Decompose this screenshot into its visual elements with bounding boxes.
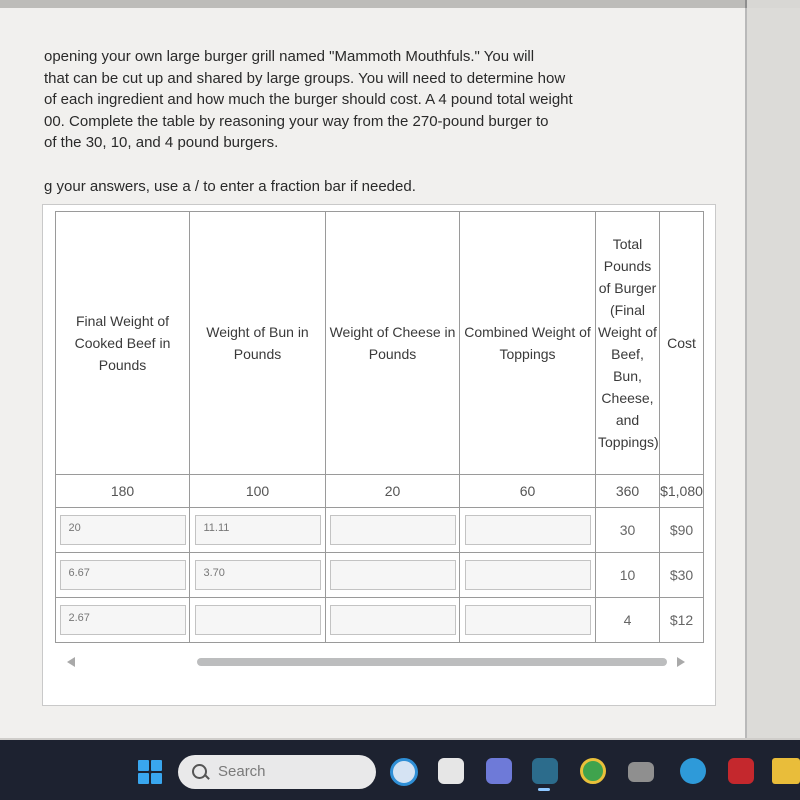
teams-chat-icon[interactable] bbox=[486, 758, 512, 784]
header-cheese: Weight of Cheese in Pounds bbox=[326, 212, 460, 475]
running-app-indicator bbox=[538, 788, 550, 791]
table-card bbox=[42, 204, 716, 706]
header-beef: Final Weight of Cooked Beef in Pounds bbox=[56, 212, 190, 475]
scroll-right-icon[interactable] bbox=[677, 657, 685, 667]
intro-line-1: opening your own large burger grill named "Mammoth Mouthfuls." You will bbox=[44, 48, 535, 65]
header-total: Total Pounds of Burger (Final Weight of Beef, Bun, Cheese, and Toppings) bbox=[596, 212, 660, 475]
toppings-input-row-2[interactable] bbox=[465, 560, 591, 590]
bun-input-row-2[interactable]: 3.70 bbox=[195, 560, 321, 590]
toppings-input-row-3[interactable] bbox=[465, 605, 591, 635]
chrome-icon[interactable] bbox=[580, 758, 606, 784]
cheese-input-row-2[interactable] bbox=[330, 560, 456, 590]
scroll-track[interactable] bbox=[85, 658, 667, 666]
media-icon[interactable] bbox=[628, 762, 654, 782]
table-row bbox=[56, 508, 704, 553]
browser-top-strip bbox=[0, 0, 800, 8]
intro-line-4: 00. Complete the table by reasoning your way from the 270-pound burger to bbox=[44, 112, 549, 130]
cost-row-3: $12 bbox=[660, 598, 704, 643]
total-row-3: 4 bbox=[596, 598, 660, 643]
header-toppings: Combined Weight of Toppings bbox=[460, 212, 596, 475]
search-icon bbox=[192, 764, 207, 779]
given-toppings: 60 bbox=[460, 475, 596, 508]
table-row bbox=[56, 553, 704, 598]
intro-line-3: of each ingredient and how much the burger should cost. A 4 pound total weight bbox=[44, 91, 573, 108]
header-bun: Weight of Bun in Pounds bbox=[190, 212, 326, 475]
cheese-input-row-3[interactable] bbox=[330, 605, 456, 635]
taskbar-search-box[interactable] bbox=[178, 755, 376, 789]
given-cost: $1,080 bbox=[660, 475, 704, 508]
intro-line-2: that can be cut up and shared by large groups. You will need to determine how bbox=[44, 69, 566, 87]
toppings-input-row-1[interactable] bbox=[465, 515, 591, 545]
given-bun: 100 bbox=[190, 475, 326, 508]
file-explorer-icon[interactable] bbox=[438, 758, 464, 784]
problem-intro bbox=[44, 46, 604, 154]
right-gutter bbox=[747, 8, 800, 738]
total-row-1: 30 bbox=[596, 508, 660, 553]
given-total: 360 bbox=[596, 475, 660, 508]
total-row-2: 10 bbox=[596, 553, 660, 598]
scroll-left-icon[interactable] bbox=[67, 657, 75, 667]
table-row bbox=[56, 598, 704, 643]
edge-browser-icon[interactable] bbox=[532, 758, 558, 784]
assignment-page bbox=[0, 8, 747, 738]
intro-line-5: of the 30, 10, and 4 pound burgers. bbox=[44, 134, 279, 151]
beef-input-row-2[interactable]: 6.67 bbox=[60, 560, 186, 590]
beef-input-row-3[interactable]: 2.67 bbox=[60, 605, 186, 635]
bing-icon[interactable] bbox=[390, 758, 418, 786]
cost-row-2: $30 bbox=[660, 553, 704, 598]
given-cheese: 20 bbox=[326, 475, 460, 508]
header-cost: Cost bbox=[660, 212, 704, 475]
scroll-thumb[interactable] bbox=[197, 658, 667, 666]
mcafee-icon[interactable] bbox=[728, 758, 754, 784]
windows-start-icon[interactable] bbox=[138, 760, 162, 784]
cheese-input-row-1[interactable] bbox=[330, 515, 456, 545]
bun-input-row-3[interactable] bbox=[195, 605, 321, 635]
bun-input-row-1[interactable]: 11.11 bbox=[195, 515, 321, 545]
cost-row-1: $90 bbox=[660, 508, 704, 553]
given-beef: 180 bbox=[56, 475, 190, 508]
top-edge-tab bbox=[745, 0, 800, 8]
header-row bbox=[56, 212, 704, 475]
burger-table bbox=[55, 211, 704, 643]
beef-input-row-1[interactable]: 20 bbox=[60, 515, 186, 545]
answer-instruction: g your answers, use a / to enter a fraction bar if needed. bbox=[44, 178, 416, 195]
given-row bbox=[56, 475, 704, 508]
search-placeholder: Search bbox=[218, 763, 266, 780]
folder-icon[interactable] bbox=[772, 758, 800, 784]
edge-icon[interactable] bbox=[680, 758, 706, 784]
horizontal-scrollbar[interactable] bbox=[55, 655, 703, 669]
